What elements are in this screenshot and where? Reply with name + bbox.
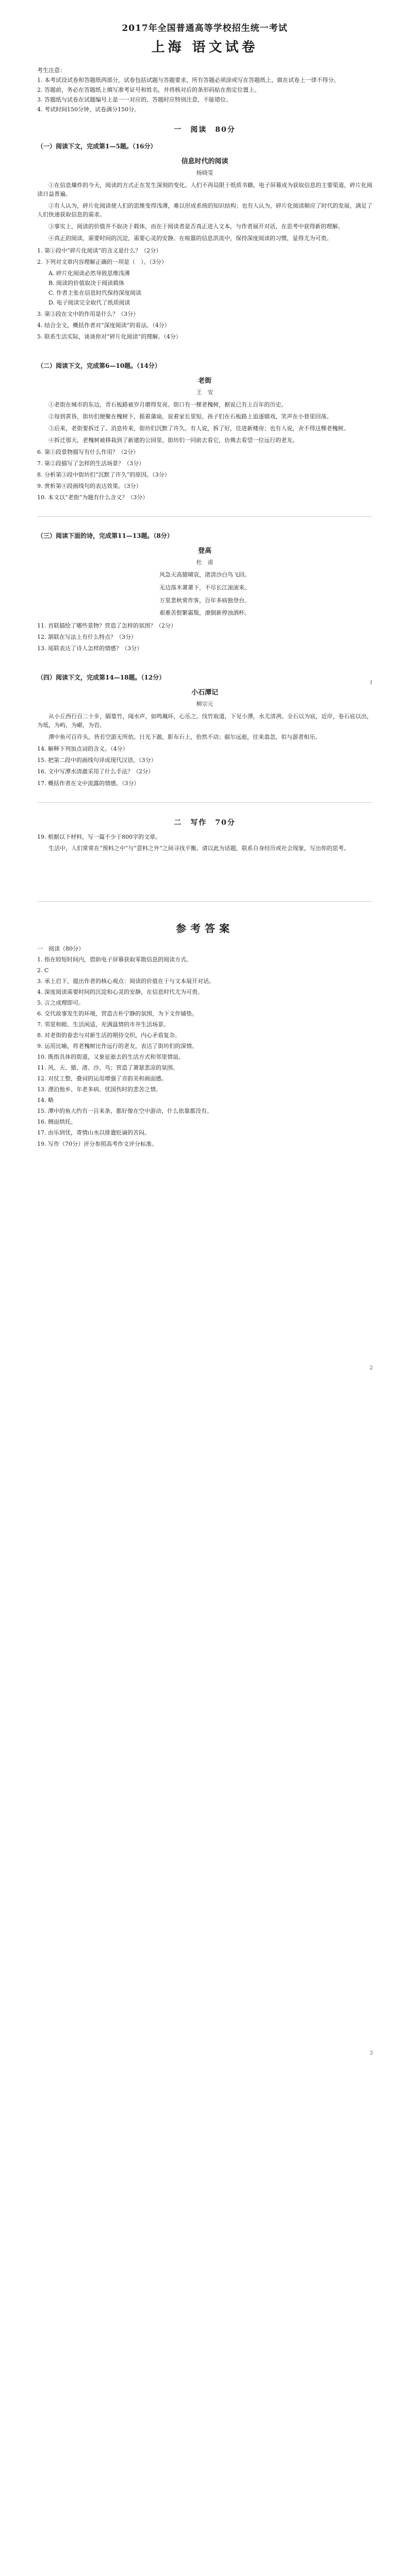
answer-line: 14. 略 (37, 1097, 54, 1104)
part-b-heading: （二）阅读下文，完成第6—10题。（14分） (37, 362, 161, 369)
note-item: 2. 答题前，务必在答题纸上填写准考证号和姓名，并将核对后的条形码贴在指定位置上。 (37, 87, 260, 94)
exam-subtitle: 上海 语文试卷 (151, 40, 258, 55)
article-paragraph: ④真正的阅读，需要时间的沉淀，需要心灵的安静。在喧嚣的信息洪流中，保持深度阅读的习惯，显得尤为可贵。 (48, 235, 332, 242)
part-a-heading: （一）阅读下文，完成第1—5题。（16分） (37, 143, 157, 150)
answer-line: 19. 写作（70分）评分参照高考作文评分标准。 (37, 1140, 157, 1147)
question: 10. 本文以“老街”为题有什么含义？（3分） (37, 494, 149, 501)
page-number: 2 (369, 1365, 373, 1371)
article-byline: 杨晓雯 (196, 170, 214, 177)
question: 16. 文中写潭水清澈采用了什么手法？（2分） (37, 768, 154, 775)
answer-line: 4. 深度阅读需要时间的沉淀和心灵的安静，在信息时代尤为可贵。 (37, 988, 203, 995)
answer-line: 1. 指在较短时间内，借助电子屏幕获取零散信息的阅读方式。 (37, 956, 192, 963)
answer-line: 16. 侧面烘托。 (37, 1118, 76, 1126)
page-divider (37, 516, 372, 517)
question: 5. 联系生活实际，谈谈你对“碎片化阅读”的理解。（4分） (37, 333, 182, 340)
exam-title: 2017年全国普通高等学校招生统一考试 (122, 23, 288, 33)
article-paragraph: ②有人认为，碎片化阅读使人们的思维变得浅薄，难以形成系统的知识结构；也有人认为，碎片化阅读顺应了时代的发展，满足了人们快速获取信息的需求。 (37, 202, 372, 218)
question: 13. 尾联表达了诗人怎样的情感？（3分） (37, 645, 142, 652)
exam-content (37, 21, 372, 1150)
section-one-heading: 一 阅读 80分 (174, 126, 236, 134)
poem-line: 万里悲秋常作客，百年多病独登台。 (159, 597, 250, 604)
note-item: 1. 本考试设试卷和答题纸两部分，试卷包括试题与答题要求，所有答题必须涂或写在答题纸上，做在试卷上一律不得分。 (37, 77, 339, 84)
poetry-part-heading: （三）阅读下面的诗，完成第11—13题。（8分） (37, 532, 173, 540)
classical-title: 小石潭记 (191, 689, 218, 697)
poem-line: 艰难苦恨繁霜鬓，潦倒新停浊酒杯。 (159, 609, 250, 617)
classical-paragraph: 从小丘西行百二十步，隔篁竹，闻水声，如鸣珮环，心乐之。伐竹取道，下见小潭，水尤清冽。全石以为底，近岸，卷石底以出，为坻，为屿，为嵁，为岩。 (37, 713, 372, 729)
answer-line: 11. 风、天、猿、渚、沙、鸟；营造了萧瑟悲凉的氛围。 (37, 1064, 178, 1072)
option: A. 碎片化阅读必然导致思维浅薄 (48, 269, 130, 277)
answer-line: 3. 承上启下，提出作者的核心观点：阅读的价值在于与文本展开对话。 (37, 977, 215, 985)
story-byline: 王 安 (196, 388, 214, 396)
answer-line: 17. 由乐到忧，寄情山水以排遣贬谪的苦闷。 (37, 1129, 150, 1137)
notes-heading: 考生注意： (37, 67, 66, 74)
page-divider (37, 802, 372, 803)
article-title: 信息时代的阅读 (181, 158, 228, 166)
story-paragraph: ④拆迁那天，老槐树被移栽到了新建的公园里。街坊们一同前去看它，仿佛去看望一位远行的老友。 (48, 437, 298, 444)
article-paragraph: ①在信息爆炸的今天，阅读的方式正在发生深刻的变化。人们不再局限于纸质书籍，电子屏幕成为获取信息的主要渠道，碎片化阅读日益普遍。 (37, 182, 372, 198)
question: 8. 分析第③段中街坊们“沉默了许久”的原因。（3分） (37, 471, 170, 479)
page-number: 3 (369, 2050, 373, 2056)
classical-byline: 柳宗元 (196, 701, 214, 708)
story-title: 老街 (198, 377, 211, 385)
answer-line: 7. 邻里和睦、生活闲适、充满温情的市井生活场景。 (37, 1021, 169, 1028)
question: 17. 概括作者在文中流露的情感。（3分） (37, 779, 140, 787)
poem-line: 无边落木萧萧下，不尽长江滚滚来。 (159, 584, 250, 591)
answer-line: 8. 对老街的眷恋与对新生活的期待交织，内心矛盾复杂。 (37, 1032, 181, 1039)
poem-line: 风急天高猿啸哀，渚清沙白鸟飞回。 (159, 571, 250, 579)
question: 7. 第②段描写了怎样的生活场景？（3分） (37, 460, 144, 467)
answer-line: 13. 漂泊他乡、年老多病、忧国伤时的悲苦之情。 (37, 1086, 161, 1093)
writing-prompt: 19. 根据以下材料，写一篇不少于800字的文章。 (37, 833, 161, 840)
answer-line: 12. 对仗工整，叠词的运用增强了音韵美和画面感。 (37, 1075, 167, 1082)
question: 4. 结合全文，概括作者对“深度阅读”的看法。（4分） (37, 321, 170, 329)
answer-line: 一 阅读（80分） (37, 945, 84, 952)
question: 15. 把第二段中的画线句译成现代汉语。（3分） (37, 757, 157, 764)
exam-notes (37, 66, 372, 114)
question: 12. 颔联在写法上有什么特点？（3分） (37, 634, 137, 641)
question: 3. 第③段在文中的作用是什么？（3分） (37, 310, 139, 317)
note-item: 3. 答题纸与试卷在试题编号上是一一对应的，答题时应特别注意，不能错位。 (37, 96, 232, 104)
story-paragraph: ①老街在城市的东边，青石板路被岁月磨得发亮。街口有一棵老槐树，据说已有上百年的历史。 (48, 401, 287, 408)
question: 9. 赏析第④段画线句的表达效果。（3分） (37, 483, 142, 490)
story-paragraph: ②每到黄昏，街坊们便聚在槐树下，摇着蒲扇，说着家长里短。孩子们在石板路上追逐嬉戏，笑声在小巷里回荡。 (48, 413, 332, 420)
note-item: 4. 考试时间150分钟，试卷满分150分。 (37, 106, 140, 113)
classical-part-heading: （四）阅读下文，完成第14—18题。（12分） (37, 674, 166, 682)
poem-byline: 杜 甫 (196, 559, 214, 566)
page-number: 1 (369, 680, 373, 686)
section-two-heading: 二 写作 70分 (174, 818, 236, 827)
poem-title: 登高 (198, 547, 211, 555)
answer-list (37, 944, 372, 1148)
article-paragraph: ③事实上，阅读的价值并不取决于载体，而在于阅读者是否真正进入文本，与作者展开对话，在思考中获得新的理解。 (48, 223, 343, 230)
classical-paragraph: 潭中鱼可百许头，皆若空游无所依。日光下澈，影布石上，佁然不动；俶尔远逝，往来翕忽，似与游者相乐。 (48, 734, 321, 741)
answer-line: 5. 言之成理即可。 (37, 999, 84, 1006)
answer-line: 9. 运用比喻，将老槐树比作远行的老友，表达了街坊们的深情。 (37, 1043, 198, 1050)
option: D. 电子阅读完全取代了纸质阅读 (48, 299, 130, 306)
answer-line: 10. 既指具体的街道，又象征逝去的生活方式和邻里情谊。 (37, 1054, 184, 1061)
answers-title: 参考答案 (176, 922, 234, 935)
answer-line: 2. C (37, 967, 49, 974)
question: 6. 第①段景物描写有什么作用？（2分） (37, 449, 139, 456)
writing-material: 生活中，人们常常在“预料之中”与“意料之外”之间寻找平衡。请以此为话题，联系自身经历或社会现象，写出你的思考。 (48, 844, 350, 852)
answer-line: 6. 交代故事发生的环境，营造古朴宁静的氛围，为下文作铺垫。 (37, 1010, 198, 1017)
question: 2. 下列对文章内容理解正确的一项是（ ）。（3分） (37, 258, 167, 265)
question: 11. 首联描绘了哪些景物？营造了怎样的氛围？（2分） (37, 622, 176, 630)
option: C. 作者主张在信息时代保持深度阅读 (48, 289, 142, 296)
question: 14. 解释下列加点词的含义。（4分） (37, 745, 128, 753)
question: 1. 第①段中“碎片化阅读”的含义是什么？（2分） (37, 247, 162, 254)
option: B. 阅读的价值取决于阅读载体 (48, 279, 125, 286)
story-paragraph: ③后来，老街要拆迁了。消息传来，街坊们沉默了许久。有人说，拆了好，住进新楼房；也有人说，舍不得这棵老槐树。 (48, 425, 349, 432)
answer-line: 15. 潭中的鱼大约有一百来条，都好像在空中游动，什么依靠都没有。 (37, 1108, 212, 1115)
page-divider (37, 901, 372, 902)
